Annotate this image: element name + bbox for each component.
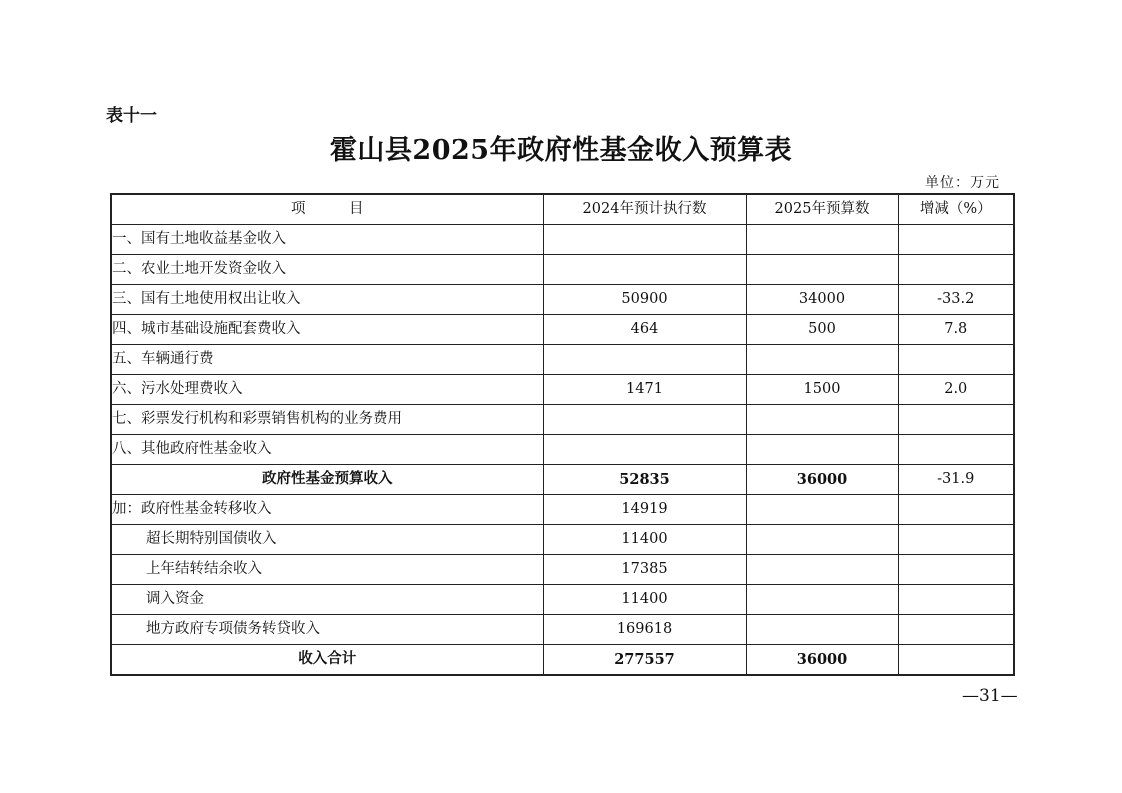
row-name: 超长期特别国债收入 xyxy=(111,525,543,555)
row-2024: 11400 xyxy=(543,585,746,615)
row-2025 xyxy=(746,435,898,465)
header-2025: 2025年预算数 xyxy=(746,194,898,225)
row-change: 7.8 xyxy=(898,315,1014,345)
table-row xyxy=(111,555,1014,585)
row-2025: 34000 xyxy=(746,285,898,315)
row-2025 xyxy=(746,225,898,255)
row-2024 xyxy=(543,435,746,465)
row-change: -31.9 xyxy=(898,465,1014,495)
row-2025: 500 xyxy=(746,315,898,345)
row-change: -33.2 xyxy=(898,285,1014,315)
header-item: 项 目 xyxy=(111,194,543,225)
table-row xyxy=(111,585,1014,615)
row-2024: 52835 xyxy=(543,465,746,495)
row-change xyxy=(898,405,1014,435)
row-change xyxy=(898,615,1014,645)
table-row xyxy=(111,405,1014,435)
header-change: 增减（%） xyxy=(898,194,1014,225)
row-2025: 1500 xyxy=(746,375,898,405)
table-row xyxy=(111,225,1014,255)
subtotal-row xyxy=(111,465,1014,495)
table-row xyxy=(111,615,1014,645)
row-name: 四、城市基础设施配套费收入 xyxy=(111,315,543,345)
row-name: 一、国有土地收益基金收入 xyxy=(111,225,543,255)
row-2025: 36000 xyxy=(746,645,898,676)
row-name: 调入资金 xyxy=(111,585,543,615)
row-name: 七、彩票发行机构和彩票销售机构的业务费用 xyxy=(111,405,543,435)
row-change xyxy=(898,225,1014,255)
row-name: 政府性基金预算收入 xyxy=(111,465,543,495)
row-change xyxy=(898,525,1014,555)
row-name: 收入合计 xyxy=(111,645,543,676)
page-number: —31— xyxy=(962,686,1018,706)
row-2024 xyxy=(543,225,746,255)
row-2024: 277557 xyxy=(543,645,746,676)
row-change xyxy=(898,255,1014,285)
row-2024: 50900 xyxy=(543,285,746,315)
row-change xyxy=(898,345,1014,375)
table-header-row xyxy=(111,194,1014,225)
row-name: 八、其他政府性基金收入 xyxy=(111,435,543,465)
row-2024: 17385 xyxy=(543,555,746,585)
unit-label: 单位：万元 xyxy=(925,175,1000,191)
row-2025 xyxy=(746,345,898,375)
header-2024: 2024年预计执行数 xyxy=(543,194,746,225)
row-2025 xyxy=(746,615,898,645)
row-name: 上年结转结余收入 xyxy=(111,555,543,585)
row-change: 2.0 xyxy=(898,375,1014,405)
row-2025: 36000 xyxy=(746,465,898,495)
table-row xyxy=(111,525,1014,555)
row-2024: 1471 xyxy=(543,375,746,405)
row-2025 xyxy=(746,555,898,585)
page-title: 霍山县2025年政府性基金收入预算表 xyxy=(329,135,793,166)
row-change xyxy=(898,645,1014,676)
row-2025 xyxy=(746,495,898,525)
row-2024: 169618 xyxy=(543,615,746,645)
row-change xyxy=(898,585,1014,615)
row-name: 二、农业土地开发资金收入 xyxy=(111,255,543,285)
table-row xyxy=(111,435,1014,465)
table-row xyxy=(111,255,1014,285)
row-name: 五、车辆通行费 xyxy=(111,345,543,375)
row-name: 六、污水处理费收入 xyxy=(111,375,543,405)
table-row xyxy=(111,495,1014,525)
row-change xyxy=(898,555,1014,585)
row-2025 xyxy=(746,585,898,615)
table-row xyxy=(111,375,1014,405)
row-change xyxy=(898,495,1014,525)
row-name: 三、国有土地使用权出让收入 xyxy=(111,285,543,315)
row-2025 xyxy=(746,405,898,435)
total-row xyxy=(111,645,1014,676)
row-2025 xyxy=(746,255,898,285)
row-name: 地方政府专项债务转贷收入 xyxy=(111,615,543,645)
row-2024: 11400 xyxy=(543,525,746,555)
table-label: 表十一 xyxy=(106,106,157,126)
row-name: 加：政府性基金转移收入 xyxy=(111,495,543,525)
budget-table xyxy=(110,193,1015,676)
table-row xyxy=(111,315,1014,345)
row-2024 xyxy=(543,345,746,375)
row-2024 xyxy=(543,255,746,285)
table-row xyxy=(111,345,1014,375)
row-2024 xyxy=(543,405,746,435)
row-2024: 464 xyxy=(543,315,746,345)
row-2024: 14919 xyxy=(543,495,746,525)
table-row xyxy=(111,285,1014,315)
row-2025 xyxy=(746,525,898,555)
row-change xyxy=(898,435,1014,465)
